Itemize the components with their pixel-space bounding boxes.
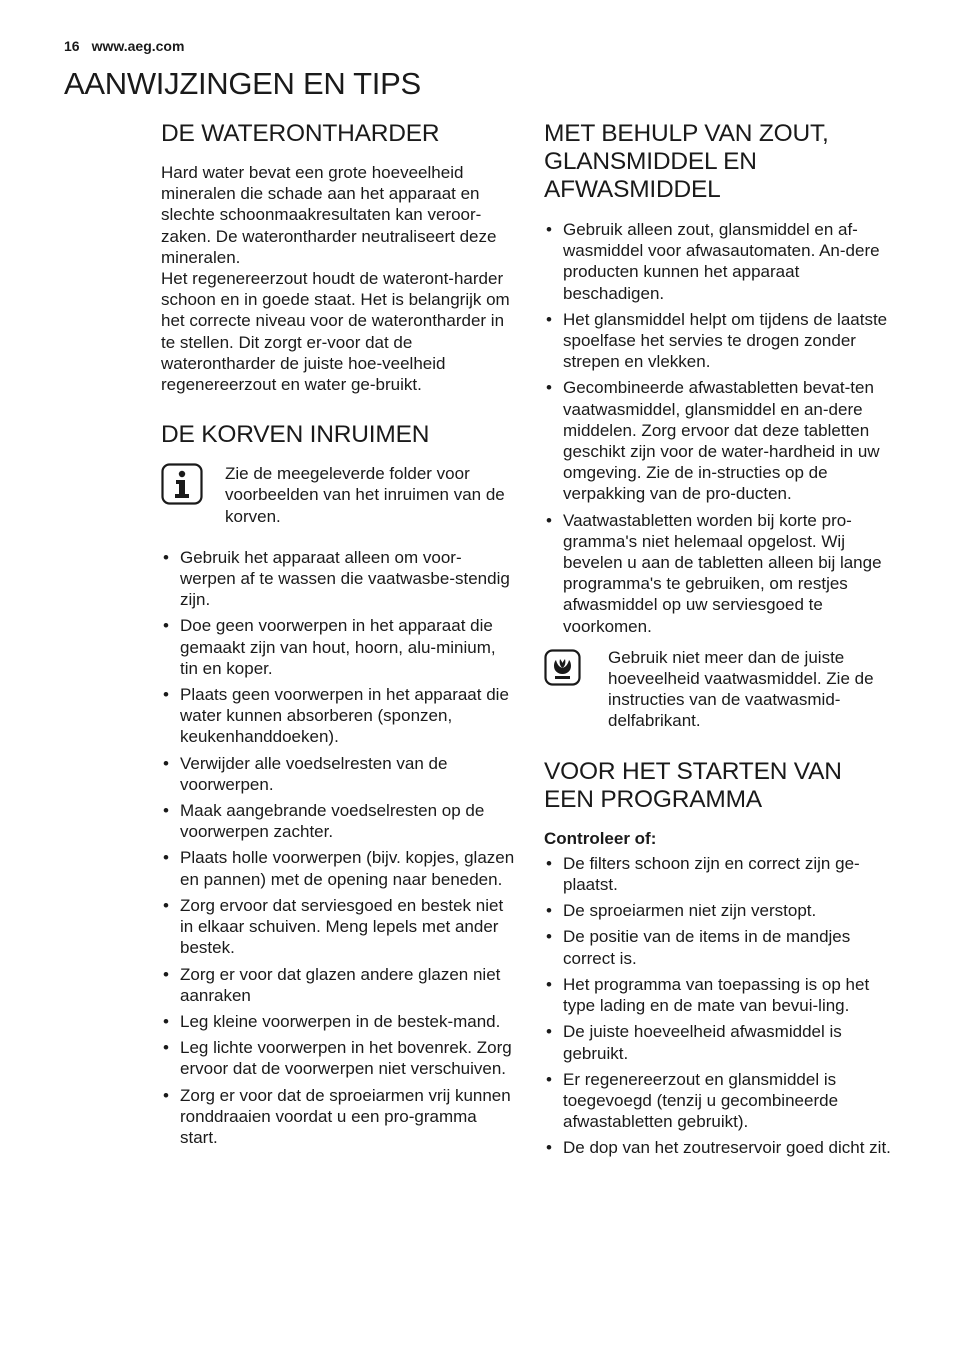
list-item: • De juiste hoeveelheid afwasmiddel is gebruikt. xyxy=(544,1021,894,1063)
waterontharder-paragraph-2: Het regenereerzout houdt de wateront-harder schoon en in goede staat. Het is belangrijk om het correcte niveau voor de waterontharder in te stellen. Dit zorgt er-voor dat de waterontharder de juiste hoe-veelheid regenereerzout en water ge-bruikt. xyxy=(161,269,510,395)
list-item: • Verwijder alle voedselresten van de voorwerpen. xyxy=(161,753,517,795)
info-notice xyxy=(161,463,517,527)
section-heading-waterontharder: DE WATERONTHARDER xyxy=(161,120,440,147)
info-icon xyxy=(161,463,203,505)
section-zout xyxy=(544,120,894,732)
page-number: 16 xyxy=(64,38,80,54)
waterontharder-paragraph-1: Hard water bevat een grote hoeveelheid mineralen die schade aan het apparaat en slechte schoonmaakresultaten kan veroor-zaken. De waterontharder neutraliseert deze mineralen. xyxy=(161,163,497,267)
section-heading-korven: DE KORVEN INRUIMEN xyxy=(161,421,430,449)
heading-line: VOOR HET STARTEN VAN xyxy=(544,757,842,785)
website-url: www.aeg.com xyxy=(91,38,185,54)
page-title: AANWIJZINGEN EN TIPS xyxy=(64,66,421,101)
eco-leaf-icon xyxy=(544,649,586,691)
list-item: • Er regenereerzout en glansmiddel is toegevoegd (tenzij u gecombineerde afwastabletten gebruikt). xyxy=(544,1069,894,1133)
section-waterontharder xyxy=(161,120,517,395)
list-item: • De filters schoon zijn en correct zijn ge-plaatst. xyxy=(544,853,894,895)
left-column xyxy=(161,120,517,1153)
list-item: • Doe geen voorwerpen in het apparaat die gemaakt zijn van hout, hoorn, alu-minium, tin en koper. xyxy=(161,615,517,679)
section-heading-zout xyxy=(544,120,894,204)
section-heading-starten xyxy=(544,758,894,814)
list-item: • De sproeiarmen niet zijn verstopt. xyxy=(544,900,894,921)
eco-notice-text: Gebruik niet meer dan de juiste hoeveelheid vaatwasmiddel. Zie de instructies van de vaatwasmid-delfabrikant. xyxy=(608,647,874,731)
list-item: • Gebruik alleen zout, glansmiddel en af-wasmiddel voor afwasautomaten. An-dere producten kunnen het apparaat beschadigen. xyxy=(544,219,894,304)
list-item: • Plaats holle voorwerpen (bijv. kopjes, glazen en pannen) met de opening naar beneden. xyxy=(161,847,517,889)
list-item: • Zorg ervoor dat serviesgoed en bestek niet in elkaar schuiven. Meng lepels met ander bestek. xyxy=(161,895,517,959)
list-item: • Plaats geen voorwerpen in het apparaat die water kunnen absorberen (sponzen, keukenhanddoeken). xyxy=(161,684,517,748)
info-notice-text: Zie de meegeleverde folder voor voorbeelden van het inruimen van de korven. xyxy=(225,464,505,526)
heading-line: AFWASMIDDEL xyxy=(544,176,721,203)
list-item: • Gecombineerde afwastabletten bevat-ten vaatwasmiddel, glansmiddel en an-dere middelen. Zorg ervoor dat deze tabletten geschikt zijn voor de water-hardheid in uw omgeving. Zie de in-structies op de verpakking van de pro-ducten. xyxy=(544,377,894,504)
korven-list xyxy=(161,547,517,1148)
controleer-subheading: Controleer of: xyxy=(544,828,657,848)
list-item: • Leg kleine voorwerpen in de bestek-mand. xyxy=(161,1011,517,1032)
list-item: • Zorg er voor dat glazen andere glazen niet aanraken xyxy=(161,964,517,1006)
zout-list xyxy=(544,219,894,637)
heading-line: MET BEHULP VAN ZOUT, xyxy=(544,120,829,147)
eco-notice xyxy=(544,647,894,732)
list-item: • Vaatwastabletten worden bij korte pro-gramma's niet helemaal opgelost. Wij bevelen u aan de tabletten alleen bij lange programma's te gebruiken, om restjes afwasmiddel op uw serviesgoed te voorkomen. xyxy=(544,510,894,637)
list-item: • De dop van het zoutreservoir goed dicht zit. xyxy=(544,1137,894,1158)
list-item: • De positie van de items in de mandjes correct is. xyxy=(544,926,894,968)
list-item: • Het programma van toepassing is op het type lading en de mate van bevui-ling. xyxy=(544,974,894,1016)
list-item: • Het glansmiddel helpt om tijdens de laatste spoelfase het servies te drogen zonder strepen en vlekken. xyxy=(544,309,894,373)
heading-line: EEN PROGRAMMA xyxy=(544,785,762,813)
list-item: • Gebruik het apparaat alleen om voor-werpen af te wassen die vaatwasbe-stendig zijn. xyxy=(161,547,517,611)
starten-list xyxy=(544,853,894,1159)
section-korven xyxy=(161,421,517,1148)
list-item: • Leg lichte voorwerpen in het bovenrek. Zorg ervoor dat de voorwerpen niet verschuiven. xyxy=(161,1037,517,1079)
section-starten xyxy=(544,758,894,1159)
page-header xyxy=(64,38,184,54)
list-item: • Zorg er voor dat de sproeiarmen vrij kunnen ronddraaien voordat u een pro-gramma start. xyxy=(161,1085,517,1149)
heading-line: GLANSMIDDEL EN xyxy=(544,148,757,175)
list-item: • Maak aangebrande voedselresten op de voorwerpen zachter. xyxy=(161,800,517,842)
right-column xyxy=(544,120,894,1164)
